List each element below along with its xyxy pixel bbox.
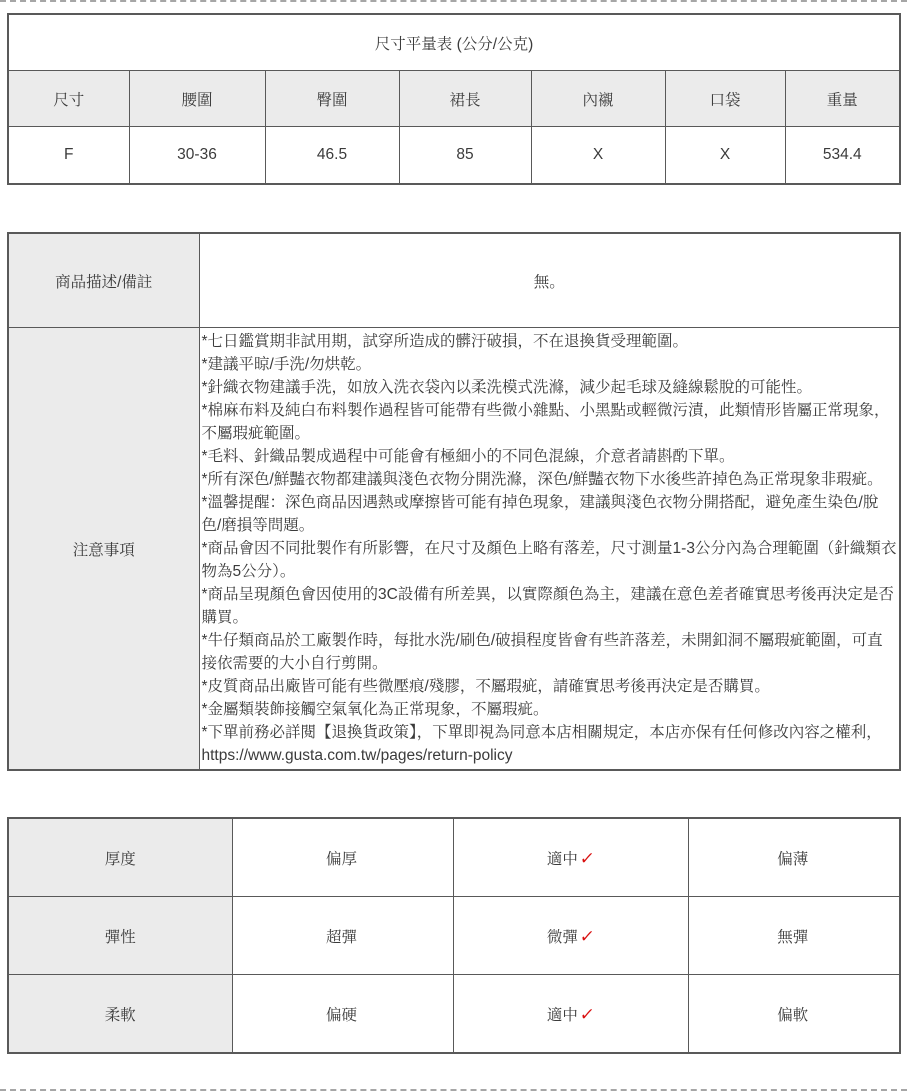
note-line: *棉麻布料及純白布料製作過程皆可能帶有些微小雜點、小黑點或輕微污漬，此類情形皆屬正常現象，不屬瑕疵範圍。 xyxy=(201,402,890,442)
notes-row xyxy=(8,328,900,771)
note-line: *所有深色/鮮豔衣物都建議與淺色衣物分開洗滌，深色/鮮豔衣物下水後些許掉色為正常現象非瑕疵。 xyxy=(201,471,883,488)
feature-option xyxy=(232,897,453,975)
feature-option-label: 微彈 xyxy=(546,928,578,946)
note-line: *溫馨提醒：深色商品因遇熱或摩擦皆可能有掉色現象，建議與淺色衣物分開搭配，避免產生染色/脫色/磨損等問題。 xyxy=(201,494,879,534)
check-icon: ✓ xyxy=(578,926,596,946)
feature-row-softness xyxy=(8,975,900,1054)
size-header-weight: 重量 xyxy=(785,71,900,127)
note-line: *建議平晾/手洗/勿烘乾。 xyxy=(201,356,372,373)
size-header-skirt-length: 裙長 xyxy=(399,71,531,127)
feature-row-stretch xyxy=(8,897,900,975)
check-icon: ✓ xyxy=(578,848,596,868)
size-value-pocket: X xyxy=(665,127,785,185)
feature-option-label: 偏薄 xyxy=(777,850,809,868)
feature-option-label: 適中 xyxy=(546,1006,578,1024)
feature-option xyxy=(688,818,900,897)
note-line: *商品呈現顏色會因使用的3C設備有所差異，以實際顏色為主，建議在意色差者確實思考後再決定是否購買。 xyxy=(201,586,894,626)
feature-option xyxy=(232,818,453,897)
size-value-size: F xyxy=(8,127,129,185)
size-header-lining: 內襯 xyxy=(531,71,665,127)
size-table-value-row xyxy=(8,127,900,185)
feature-label: 柔軟 xyxy=(8,975,232,1054)
size-value-skirt-length: 85 xyxy=(399,127,531,185)
size-value-weight: 534.4 xyxy=(785,127,900,185)
feature-option-label: 偏硬 xyxy=(325,1006,357,1024)
feature-option xyxy=(453,818,688,897)
note-line: *七日鑑賞期非試用期，試穿所造成的髒汙破損，不在退換貨受理範圍。 xyxy=(201,333,689,350)
description-value: 無。 xyxy=(199,233,900,328)
notes-label: 注意事項 xyxy=(8,328,199,771)
notes-content xyxy=(199,328,900,771)
note-line: *牛仔類商品於工廠製作時，每批水洗/刷色/破損程度皆會有些許落差，未開釦洞不屬瑕疵範圍，可直接依需要的大小自行剪開。 xyxy=(201,632,883,672)
size-value-lining: X xyxy=(531,127,665,185)
feature-option xyxy=(232,975,453,1054)
feature-option xyxy=(688,975,900,1054)
note-line: *商品會因不同批製作有所影響，在尺寸及顏色上略有落差，尺寸測量1-3公分內為合理範圍（針織類衣物為5公分）。 xyxy=(201,540,897,580)
feature-row-thickness xyxy=(8,818,900,897)
description-row xyxy=(8,233,900,328)
feature-option-label: 偏厚 xyxy=(325,850,357,868)
product-info-table xyxy=(7,232,901,771)
note-line: *金屬類裝飾接觸空氣氧化為正常現象，不屬瑕疵。 xyxy=(201,701,549,718)
note-line: *針織衣物建議手洗，如放入洗衣袋內以柔洗模式洗滌，減少起毛球及縫線鬆脫的可能性。 xyxy=(201,379,813,396)
note-line: *毛料、針織品製成過程中可能會有極細小的不同色混線，介意者請斟酌下單。 xyxy=(201,448,735,465)
size-header-hip: 臀圍 xyxy=(265,71,399,127)
note-line: *皮質商品出廠皆可能有些微壓痕/殘膠，不屬瑕疵，請確實思考後再決定是否購買。 xyxy=(201,678,770,695)
description-label: 商品描述/備註 xyxy=(8,233,199,328)
check-icon: ✓ xyxy=(578,1004,596,1024)
feature-option-label: 偏軟 xyxy=(777,1006,809,1024)
size-table-header-row xyxy=(8,71,900,127)
size-measurement-table xyxy=(7,13,901,185)
size-table-title: 尺寸平量表 (公分/公克) xyxy=(8,14,900,71)
feature-option-label: 無彈 xyxy=(777,928,809,946)
feature-label: 彈性 xyxy=(8,897,232,975)
feature-option xyxy=(453,975,688,1054)
feature-option xyxy=(688,897,900,975)
feature-label: 厚度 xyxy=(8,818,232,897)
feature-option-label: 適中 xyxy=(546,850,578,868)
size-table-title-row xyxy=(8,14,900,71)
feature-table xyxy=(7,817,901,1054)
feature-option xyxy=(453,897,688,975)
size-value-hip: 46.5 xyxy=(265,127,399,185)
note-line: *下單前務必詳閱【退換貨政策】，下單即視為同意本店相關規定，本店亦保有任何修改內容之權利，https://www.gusta.com.tw/pages/return-policy xyxy=(201,724,882,764)
size-header-pocket: 口袋 xyxy=(665,71,785,127)
size-header-waist: 腰圍 xyxy=(129,71,265,127)
size-header-size: 尺寸 xyxy=(8,71,129,127)
feature-option-label: 超彈 xyxy=(325,928,357,946)
size-value-waist: 30-36 xyxy=(129,127,265,185)
